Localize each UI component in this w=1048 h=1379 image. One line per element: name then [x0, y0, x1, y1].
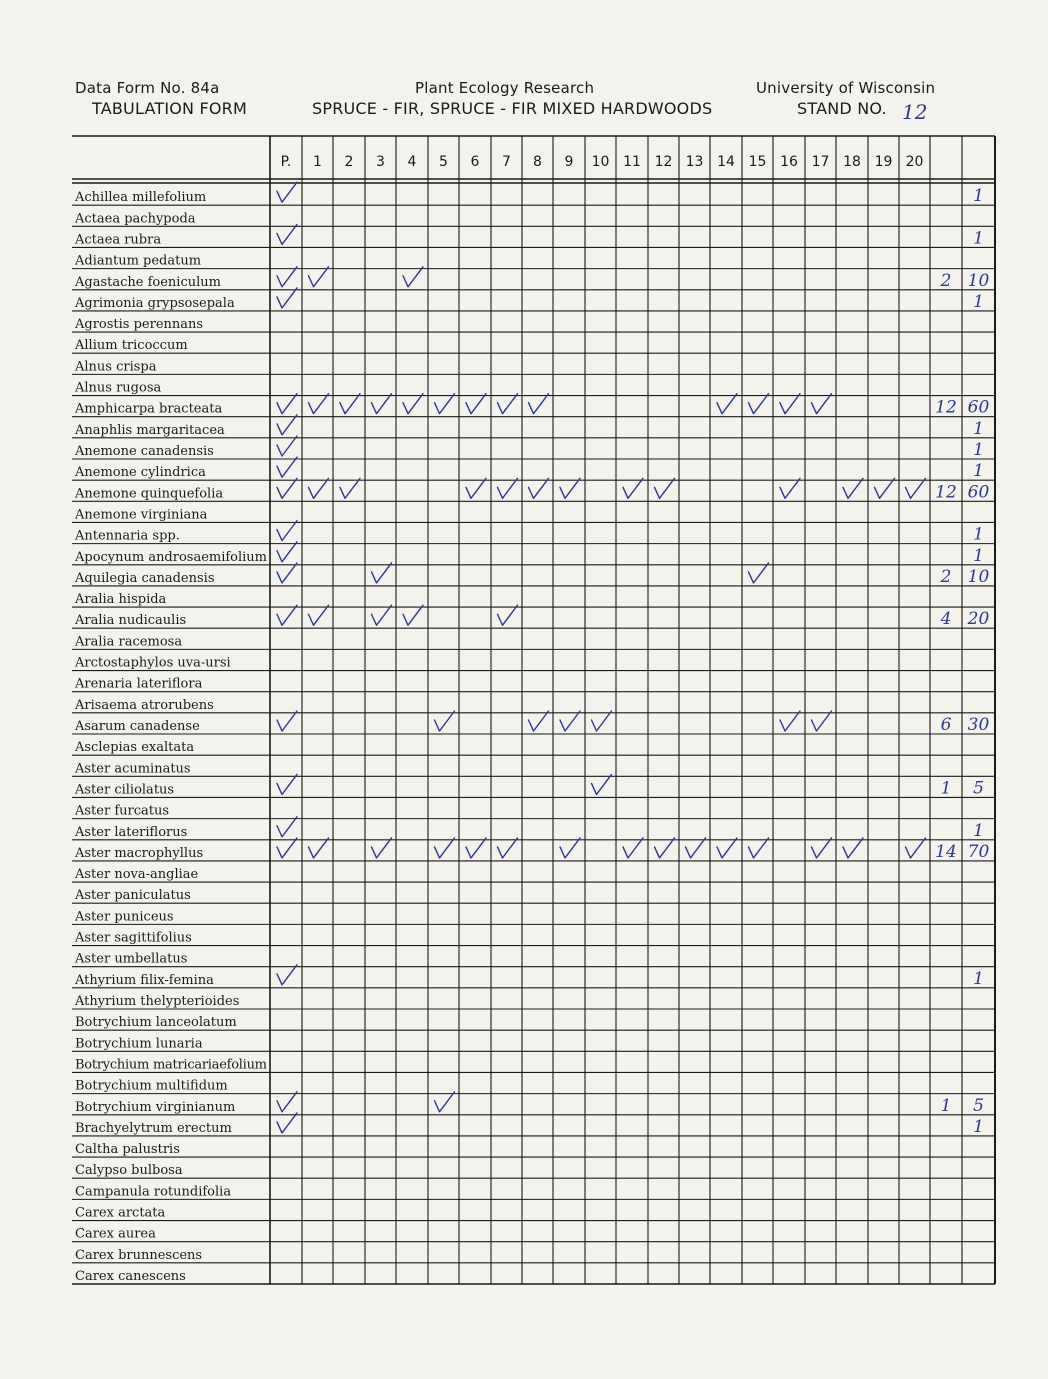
species-name: Brachyelytrum erectum [75, 1120, 232, 1136]
species-name: Antennaria spp. [75, 528, 180, 544]
species-name: Agrimonia grypsosepala [75, 295, 235, 311]
check-mark [560, 838, 580, 858]
check-mark [812, 838, 832, 858]
check-mark [498, 605, 518, 625]
check-mark [277, 965, 297, 985]
count-value: 2 [940, 566, 952, 587]
frequency-value: 60 [967, 482, 990, 503]
count-value: 6 [940, 715, 952, 735]
frequency-value: 70 [967, 841, 990, 862]
species-name: Athyrium filix-femina [75, 972, 214, 988]
check-mark [277, 457, 297, 477]
check-mark [780, 711, 800, 731]
check-mark [435, 711, 455, 731]
species-name: Arisaema atrorubens [75, 697, 214, 713]
check-mark [592, 711, 612, 731]
check-mark [309, 267, 329, 287]
frequency-value: 10 [967, 270, 990, 291]
count-value: 1 [940, 1095, 952, 1116]
column-header: 20 [905, 154, 924, 170]
species-name: Aster nova-angliae [75, 867, 199, 883]
frequency-value: 1 [973, 968, 984, 989]
species-name: Botrychium matricariaefolium [75, 1057, 267, 1073]
column-header: 19 [874, 154, 893, 170]
species-name: Anemone quinquefolia [75, 486, 224, 502]
check-mark [372, 605, 392, 625]
check-mark [717, 394, 737, 414]
check-mark [277, 394, 297, 414]
check-mark [623, 478, 643, 498]
frequency-value: 1 [973, 186, 984, 207]
species-name: Carex aurea [75, 1226, 156, 1242]
check-mark [372, 563, 392, 583]
column-header: 11 [623, 154, 641, 170]
check-mark [875, 478, 895, 498]
check-mark [277, 605, 297, 625]
count-value: 1 [940, 778, 952, 799]
species-name: Anemone canadensis [75, 444, 214, 459]
check-mark [812, 711, 832, 731]
check-mark [340, 394, 360, 414]
species-name: Agastache foeniculum [75, 274, 221, 290]
check-mark [435, 838, 455, 858]
frequency-value: 5 [973, 778, 984, 799]
check-mark [309, 394, 329, 414]
check-mark [277, 267, 297, 287]
check-mark [277, 478, 297, 498]
check-mark [780, 394, 800, 414]
check-mark [843, 838, 863, 858]
species-name: Botrychium lunaria [75, 1036, 203, 1052]
species-name: Agrostis perennans [75, 317, 204, 333]
check-mark [277, 224, 297, 244]
check-mark [277, 415, 297, 435]
check-mark [277, 288, 297, 308]
check-mark [466, 478, 486, 498]
check-mark [277, 563, 297, 583]
frequency-value: 1 [973, 524, 984, 545]
species-name: Carex arctata [75, 1205, 166, 1221]
count-value: 4 [940, 609, 952, 630]
column-header: 18 [843, 154, 861, 170]
check-mark [309, 478, 329, 498]
species-name: Caltha palustris [75, 1142, 180, 1158]
check-mark [498, 838, 518, 858]
check-mark [843, 478, 863, 498]
check-mark [529, 394, 549, 414]
check-mark [277, 521, 297, 541]
species-name: Aster furcatus [75, 803, 170, 819]
check-mark [560, 711, 580, 731]
check-mark [277, 542, 297, 562]
species-name: Aralia nudicaulis [75, 613, 187, 629]
check-mark [749, 394, 769, 414]
check-mark [812, 394, 832, 414]
frequency-value: 1 [973, 545, 984, 566]
frequency-value: 10 [967, 566, 990, 587]
species-name: Anemone cylindrica [75, 465, 206, 481]
species-name: Aster acuminatus [75, 761, 191, 777]
count-value: 12 [935, 482, 957, 503]
check-mark [780, 478, 800, 498]
species-name: Adiantum pedatum [75, 253, 202, 269]
check-mark [277, 774, 297, 794]
species-name: Actaea pachypoda [75, 211, 196, 227]
check-mark [277, 817, 297, 837]
check-mark [686, 838, 706, 858]
frequency-value: 20 [967, 609, 990, 630]
column-header: 14 [717, 154, 735, 170]
column-header: 9 [564, 154, 574, 170]
column-header: 10 [591, 154, 610, 170]
university-name: University of Wisconsin [756, 79, 936, 97]
check-mark [749, 563, 769, 583]
frequency-value: 1 [973, 228, 984, 249]
species-name: Athyrium thelypterioides [75, 994, 240, 1009]
check-mark [466, 838, 486, 858]
column-header: 1 [313, 154, 322, 170]
frequency-value: 5 [973, 1095, 984, 1116]
check-mark [340, 478, 360, 498]
check-mark [560, 478, 580, 498]
species-name: Campanula rotundifolia [75, 1184, 232, 1200]
species-name: Apocynum androsaemifolium [75, 549, 267, 565]
species-name: Actaea rubra [75, 232, 162, 248]
species-name: Asarum canadense [75, 719, 200, 734]
stand-label: STAND NO. [797, 99, 887, 118]
check-mark [498, 394, 518, 414]
species-name: Aster puniceus [75, 909, 174, 925]
species-name: Achillea millefolium [75, 190, 207, 206]
column-header: 3 [376, 154, 385, 170]
frequency-value: 30 [967, 715, 990, 735]
check-mark [498, 478, 518, 498]
frequency-value: 1 [973, 820, 984, 841]
check-mark [906, 838, 926, 858]
check-mark [592, 774, 612, 794]
check-mark [277, 436, 297, 456]
species-name: Aralia hispida [75, 592, 167, 608]
form-number: Data Form No. 84a [75, 79, 220, 97]
check-mark [655, 478, 675, 498]
check-mark [749, 838, 769, 858]
species-name: Aster sagittifolius [75, 930, 192, 946]
check-mark [655, 838, 675, 858]
frequency-value: 60 [967, 397, 990, 418]
column-header: 8 [533, 154, 542, 170]
check-mark [529, 711, 549, 731]
column-header: 2 [344, 154, 354, 170]
check-mark [623, 838, 643, 858]
form-type: TABULATION FORM [92, 99, 248, 118]
count-value: 14 [935, 841, 957, 862]
species-name: Aster paniculatus [75, 888, 191, 904]
species-name: Aster umbellatus [75, 951, 188, 967]
species-name: Anaphlis margaritacea [75, 422, 225, 438]
species-name: Botrychium lanceolatum [75, 1015, 237, 1031]
species-name: Allium tricoccum [75, 338, 188, 354]
species-name: Alnus rugosa [75, 380, 162, 396]
frequency-value: 1 [973, 418, 984, 439]
species-name: Carex brunnescens [75, 1247, 203, 1263]
column-header: 12 [654, 154, 673, 170]
check-mark [309, 605, 329, 625]
frequency-value: 1 [973, 461, 984, 482]
check-mark [717, 838, 737, 858]
check-mark [403, 394, 423, 414]
check-mark [403, 605, 423, 625]
check-mark [435, 1092, 455, 1112]
check-mark [906, 478, 926, 498]
species-name: Aster macrophyllus [75, 845, 204, 861]
species-name: Calypso bulbosa [75, 1163, 183, 1179]
frequency-value: 1 [973, 291, 984, 312]
species-name: Carex canescens [75, 1269, 186, 1284]
column-header: 15 [748, 154, 767, 170]
check-mark [277, 838, 297, 858]
species-name: Anemone virginiana [75, 507, 208, 523]
column-header: P. [280, 154, 292, 170]
species-name: Aster ciliolatus [75, 782, 175, 798]
column-header: 4 [407, 154, 417, 170]
check-mark [372, 838, 392, 858]
forest-type: SPRUCE - FIR, SPRUCE - FIR MIXED HARDWOODS [312, 99, 713, 118]
species-name: Arenaria lateriflora [75, 676, 203, 692]
species-name: Botrychium multifidum [75, 1078, 228, 1094]
column-header: 5 [439, 154, 448, 170]
count-value: 2 [940, 270, 952, 291]
check-mark [466, 394, 486, 414]
column-header: 16 [780, 154, 798, 170]
organization: Plant Ecology Research [415, 79, 595, 97]
frequency-value: 1 [973, 440, 984, 460]
count-value: 12 [935, 397, 957, 418]
check-mark [529, 478, 549, 498]
species-name: Alnus crispa [75, 359, 157, 375]
column-header: 7 [502, 154, 511, 170]
check-mark [309, 838, 329, 858]
check-mark [277, 1113, 297, 1133]
check-mark [372, 394, 392, 414]
check-mark [277, 182, 297, 202]
column-header: 13 [685, 154, 704, 170]
stand-number-value: 12 [902, 100, 928, 124]
check-mark [277, 711, 297, 731]
check-mark [277, 1092, 297, 1112]
species-name: Asclepias exaltata [75, 740, 195, 756]
column-header: 6 [470, 154, 480, 170]
column-header: 17 [811, 154, 830, 170]
check-mark [435, 394, 455, 414]
species-name: Amphicarpa bracteata [75, 401, 223, 417]
frequency-value: 1 [973, 1116, 984, 1137]
species-name: Arctostaphylos uva-ursi [75, 655, 231, 671]
check-mark [403, 267, 423, 287]
species-name: Botrychium virginianum [75, 1099, 236, 1115]
species-name: Aquilegia canadensis [75, 570, 215, 586]
species-name: Aralia racemosa [75, 634, 183, 650]
species-name: Aster lateriflorus [75, 824, 188, 840]
